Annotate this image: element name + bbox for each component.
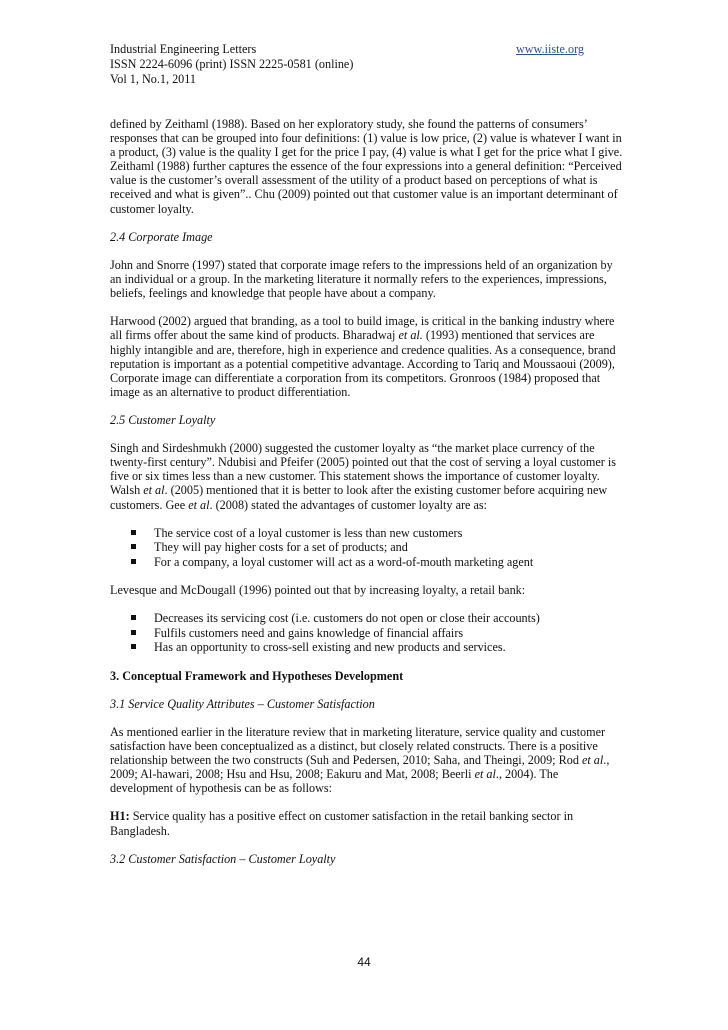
paragraph-levesque: Levesque and McDougall (1996) pointed out that by increasing loyalty, a retail bank: <box>110 583 526 598</box>
paragraph-corporate-image-2 <box>110 314 624 399</box>
text-run: Harwood (2002) argued that branding, as a tool to build image, is critical in the banking industry where all firms offer about the same kind of products. Bharadwaj <box>110 314 615 343</box>
list-item: The service cost of a loyal customer is less than new customers <box>130 526 624 540</box>
retail-bank-benefits-list <box>110 611 624 654</box>
issn-line: ISSN 2224-6096 (print) ISSN 2225-0581 (online) <box>110 57 354 71</box>
paragraph-corporate-image-1: John and Snorre (1997) stated that corporate image refers to the impressions held of an organization by an individual or a group. In the marketing literature it normally refers to the experiences, impressions, beliefs, feelings and knowledge that people have about a company. <box>110 257 613 301</box>
section-heading-3-2: 3.2 Customer Satisfaction – Customer Loyalty <box>110 851 336 866</box>
list-item: Has an opportunity to cross-sell existing and new products and services. <box>130 640 624 654</box>
journal-url-link[interactable]: www.iiste.org <box>515 42 584 56</box>
section-heading-2-5: 2.5 Customer Loyalty <box>110 412 216 427</box>
article-body <box>110 117 624 880</box>
hypothesis-text: Service quality has a positive effect on customer satisfaction in the retail banking sector in Bangladesh. <box>110 809 574 838</box>
volume-line: Vol 1, No.1, 2011 <box>110 72 196 86</box>
text-run: . (2005) mentioned that it is better to look after the existing customer before acquiring new customers. Gee <box>110 483 608 512</box>
page-number: 44 <box>357 955 371 969</box>
list-item: They will pay higher costs for a set of products; and <box>130 540 624 554</box>
hypothesis-label: H1: <box>110 809 130 824</box>
journal-title: Industrial Engineering Letters <box>110 42 257 56</box>
paragraph-perceived-value: defined by Zeithaml (1988). Based on her exploratory study, she found the patterns of consumers’ responses that can be grouped into four definitions: (1) value is low price, (2) value is whatever I want in a product, (3) value is the quality I get for the price I pay, (4) value is what I get for the price what I give. Zeithaml (1988) further captures the essence of the four expressions into a general definition: “Perceived value is the customer’s overall assessment of the utility of a product based on perceptions of what is received and what is given”.. Chu (2009) pointed out that customer value is an important determinant of customer loyalty. <box>110 117 623 216</box>
paragraph-service-quality <box>110 725 624 795</box>
italic-run: et al <box>581 753 604 768</box>
list-item: Decreases its servicing cost (i.e. customers do not open or close their accounts) <box>130 611 624 625</box>
text-run: ., 2009; Al-hawari, 2008; Hsu and Hsu, 2008; Eakuru and Mat, 2008; Beerli <box>110 753 610 782</box>
running-header <box>110 42 622 87</box>
italic-run: et al <box>188 497 210 512</box>
text-run: As mentioned earlier in the literature review that in marketing literature, service quality and customer satisfaction have been conceptualized as a distinct, but closely related constructs. There is a positive relationship between the two constructs (Suh and Pedersen, 2010; Saha, and Theingi, 2009; Rod <box>110 724 606 768</box>
section-heading-2-4: 2.4 Corporate Image <box>110 229 213 244</box>
section-heading-3: 3. Conceptual Framework and Hypotheses Development <box>110 668 404 683</box>
paragraph-customer-loyalty <box>110 441 624 511</box>
text-run: (1993) mentioned that services are highly intangible and are, therefore, high in experience and credence qualities. As a consequence, brand reputation is important as a potential competitive advantage. According to Tariq and Moussaoui (2009), Corporate image can differentiate a corporation from its competitors. Gronroos (1984) proposed that image as an alternative to product differentiation. <box>110 328 616 399</box>
list-item: Fulfils customers need and gains knowledge of financial affairs <box>130 626 624 640</box>
text-run: ., 2004). The development of hypothesis can be as follows: <box>110 767 559 796</box>
text-run: . (2008) stated the advantages of customer loyalty are as: <box>209 497 488 512</box>
italic-run: et al. <box>398 328 423 343</box>
italic-run: et al <box>143 483 165 498</box>
text-run: Singh and Sirdeshmukh (2000) suggested the customer loyalty as “the market place currency of the twenty-first century”. Ndubisi and Pfeifer (2005) pointed out that the cost of serving a loyal customer is five or six times less than a new customer. This statement shows the importance of customer loyalty. Walsh <box>110 441 616 498</box>
list-item: For a company, a loyal customer will act as a word-of-mouth marketing agent <box>130 555 624 569</box>
section-heading-3-1: 3.1 Service Quality Attributes – Customer Satisfaction <box>110 696 375 711</box>
italic-run: et al <box>474 767 496 782</box>
hypothesis-h1 <box>110 809 624 837</box>
loyalty-advantages-list <box>110 526 624 569</box>
